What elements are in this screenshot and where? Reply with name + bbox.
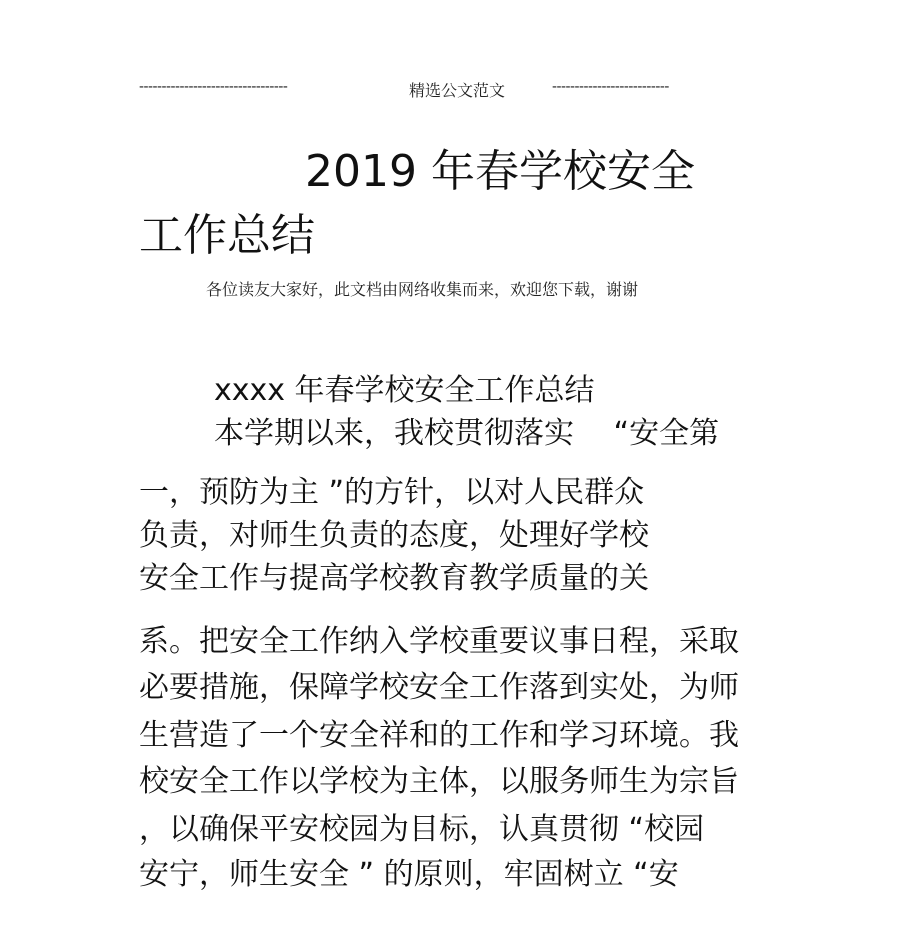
subtitle: xxxx 年春学校安全工作总结 (214, 373, 595, 408)
body-line: 安全工作与提高学校教育教学质量的关 (139, 561, 649, 596)
body-line: 本学期以来，我校贯彻落实 “安全第 (214, 416, 720, 451)
body-line: 生营造了一个安全祥和的工作和学习环境。我 (139, 718, 739, 753)
body-line: ，以确保平安校园为目标，认真贯彻 “校园 (139, 812, 705, 847)
document-title-line-2: 工作总结 (139, 210, 315, 261)
body-line: 负责，对师生负责的态度，处理好学校 (139, 518, 649, 553)
body-line: 系。把安全工作纳入学校重要议事日程，采取 (139, 624, 739, 659)
body-line: 校安全工作以学校为主体，以服务师生为宗旨 (139, 764, 739, 799)
header-title: 精选公文范文 (409, 81, 506, 100)
body-line: 一，预防为主 ”的方针，以对人民群众 (139, 475, 645, 510)
header-dash-left: --------------------------------- (139, 78, 288, 95)
body-line: 安宁，师生安全 ” 的原则，牢固树立 “安 (139, 857, 679, 892)
body-line: 必要措施，保障学校安全工作落到实处，为师 (139, 670, 739, 705)
header-dash-right: -------------------------- (552, 78, 669, 95)
greeting-text: 各位读友大家好，此文档由网络收集而来，欢迎您下载，谢谢 (206, 280, 639, 299)
document-title-line-1: 2019 年春学校安全 (305, 146, 695, 197)
